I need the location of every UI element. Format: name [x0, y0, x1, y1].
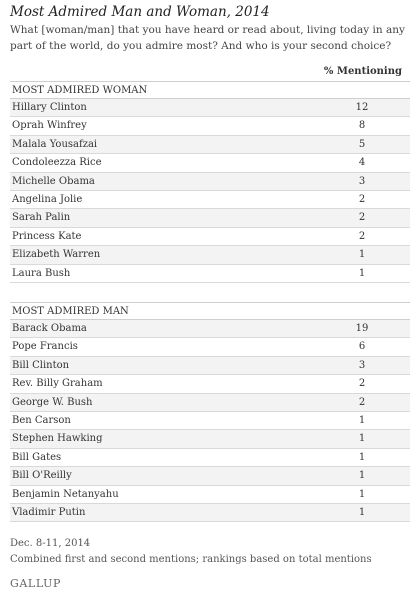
table-row: [10, 486, 410, 504]
table-row: [10, 320, 410, 338]
row-value: 3: [358, 175, 366, 187]
row-name: Benjamin Netanyahu: [12, 488, 119, 500]
row-name: Condoleezza Rice: [12, 157, 102, 169]
section-most-admired-man: [10, 302, 410, 522]
survey-question: What [woman/man] that you have heard or read about, living today in any part of the world, do you admire most? And who is your second choice?: [10, 24, 405, 52]
table-row: [10, 136, 410, 154]
row-value: 19: [355, 323, 369, 334]
table-row: [10, 191, 410, 209]
row-value: 1: [358, 488, 366, 500]
chart-title: Most Admired Man and Woman, 2014: [10, 4, 270, 20]
row-name: Hillary Clinton: [12, 102, 87, 113]
table-row: [10, 412, 410, 430]
section-rows: [10, 99, 410, 283]
row-name: Rev. Billy Graham: [12, 378, 103, 390]
row-name: Bill Clinton: [12, 359, 70, 371]
row-name: Princess Kate: [12, 230, 82, 242]
row-name: George W. Bush: [12, 396, 93, 408]
table-row: [10, 265, 410, 283]
row-name: Pope Francis: [12, 341, 78, 353]
row-name: Michelle Obama: [12, 175, 95, 187]
row-value: 2: [358, 378, 366, 390]
row-value: 2: [358, 193, 366, 205]
table-row: [10, 209, 410, 227]
row-value: 6: [358, 341, 366, 353]
row-name: Malala Yousafzai: [12, 138, 98, 150]
column-header: % Mentioning: [323, 66, 402, 77]
table-row: [10, 467, 410, 485]
row-value: 3: [358, 359, 366, 371]
row-name: Angelina Jolie: [12, 193, 83, 205]
row-name: Elizabeth Warren: [12, 249, 101, 261]
row-value: 1: [358, 249, 366, 261]
row-name: Sarah Palin: [12, 212, 71, 224]
row-value: 1: [358, 506, 366, 518]
table-row: [10, 357, 410, 375]
row-name: Laura Bush: [12, 267, 71, 279]
row-value: 2: [358, 212, 366, 224]
row-value: 1: [358, 414, 366, 426]
gallup-logo: GALLUP: [10, 577, 62, 590]
table-row: [10, 99, 410, 117]
row-name: Bill Gates: [12, 451, 62, 463]
row-name: Barack Obama: [12, 323, 87, 334]
column-header-row: [10, 64, 410, 82]
table-row: [10, 228, 410, 246]
table-row: [10, 449, 410, 467]
row-value: 4: [358, 157, 366, 169]
row-value: 8: [358, 120, 366, 132]
survey-date: Dec. 8-11, 2014: [10, 538, 91, 549]
row-value: 1: [358, 451, 366, 463]
row-value: 1: [358, 433, 366, 445]
row-value: 2: [358, 230, 366, 242]
table-row: [10, 173, 410, 191]
table-row: [10, 117, 410, 135]
row-name: Ben Carson: [12, 414, 71, 426]
table-row: [10, 394, 410, 412]
section-most-admired-woman: [10, 81, 410, 283]
table-row: [10, 154, 410, 172]
table-row: [10, 430, 410, 448]
row-name: Oprah Winfrey: [12, 120, 87, 132]
table-row: [10, 504, 410, 522]
table-row: [10, 338, 410, 356]
row-name: Bill O'Reilly: [12, 470, 72, 482]
row-value: 12: [355, 102, 369, 113]
footnote: Combined first and second mentions; rankings based on total mentions: [10, 554, 372, 565]
row-value: 1: [358, 470, 366, 482]
table-row: [10, 375, 410, 393]
table-row: [10, 246, 410, 264]
section-header: MOST ADMIRED WOMAN: [10, 81, 410, 99]
row-value: 1: [358, 267, 366, 279]
section-header: MOST ADMIRED MAN: [10, 302, 410, 320]
row-value: 5: [358, 138, 366, 150]
row-name: Vladimir Putin: [12, 506, 86, 518]
row-name: Stephen Hawking: [12, 433, 103, 445]
section-rows: [10, 320, 410, 522]
row-value: 2: [358, 396, 366, 408]
